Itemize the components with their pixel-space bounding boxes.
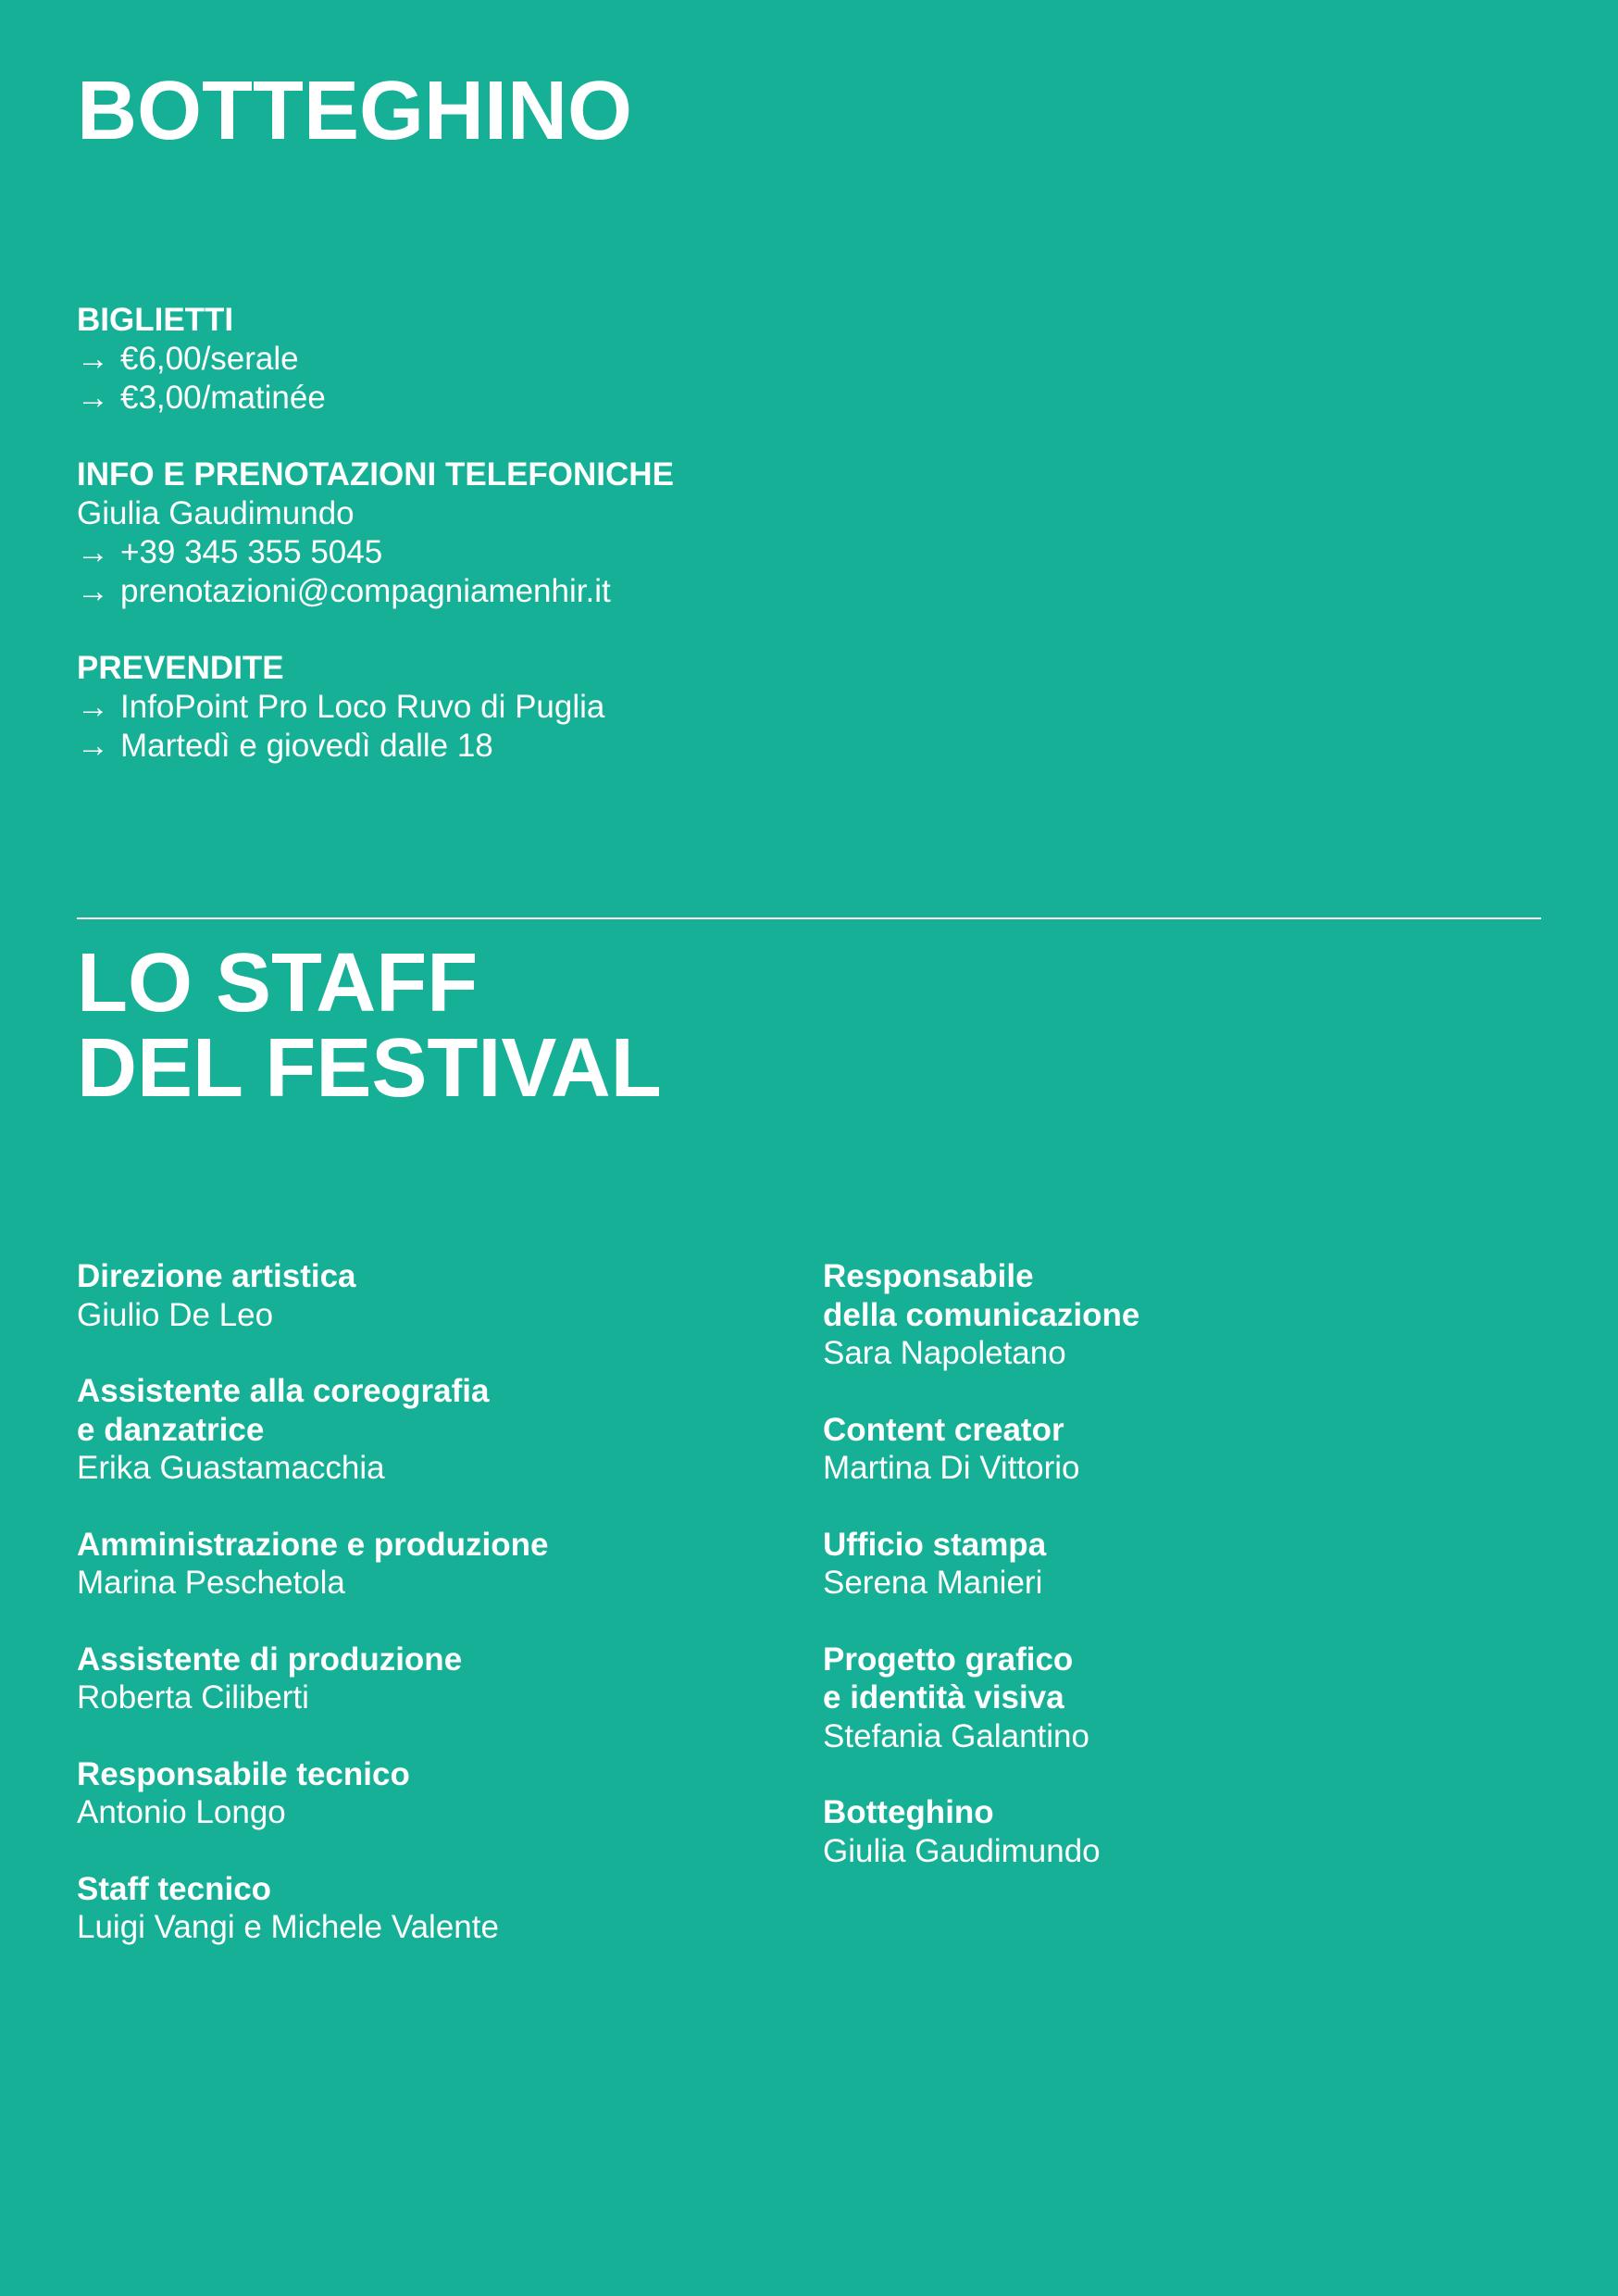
botteghino-info xyxy=(77,301,910,804)
arrow-right-icon: → xyxy=(77,728,109,764)
staff-name: Sara Napoletano xyxy=(823,1335,1066,1371)
prevendite-label: PREVENDITE xyxy=(77,650,284,686)
staff-role: Ufficio stampa xyxy=(823,1526,1047,1563)
info-block xyxy=(77,455,910,611)
price-serale: €6,00/serale xyxy=(120,341,299,377)
email-address: prenotazioni@compagniamenhir.it xyxy=(120,573,611,609)
staff-entry xyxy=(77,1526,780,1603)
price-item xyxy=(77,340,910,379)
staff-entry xyxy=(77,1257,780,1334)
botteghino-title: BOTTEGHINO xyxy=(77,65,632,157)
arrow-right-icon: → xyxy=(77,573,109,609)
staff-name: Serena Manieri xyxy=(823,1565,1043,1601)
staff-role: Responsabile tecnico xyxy=(77,1755,410,1792)
prevendite-block xyxy=(77,649,910,766)
staff-name: Giulia Gaudimundo xyxy=(823,1832,1101,1869)
arrow-right-icon: → xyxy=(77,341,109,377)
prevendite-hours: Martedì e giovedì dalle 18 xyxy=(120,728,493,764)
arrow-right-icon: → xyxy=(77,534,109,570)
biglietti-label: BIGLIETTI xyxy=(77,302,234,338)
staff-name: Marina Peschetola xyxy=(77,1565,345,1601)
section-divider xyxy=(77,917,1541,919)
staff-role: Assistente alla coreografia e danzatrice xyxy=(77,1373,490,1448)
staff-name: Giulio De Leo xyxy=(77,1296,274,1333)
staff-role: Responsabile della comunicazione xyxy=(823,1258,1140,1333)
arrow-right-icon: → xyxy=(77,380,109,416)
staff-title-line-1: LO STAFF xyxy=(77,937,479,1029)
info-contact: Giulia Gaudimundo xyxy=(77,495,355,531)
staff-entry xyxy=(823,1793,1526,1870)
staff-name: Stefania Galantino xyxy=(823,1717,1089,1754)
staff-name: Martina Di Vittorio xyxy=(823,1450,1080,1486)
info-label: INFO E PRENOTAZIONI TELEFONICHE xyxy=(77,456,674,493)
staff-role: Botteghino xyxy=(823,1794,994,1830)
staff-role: Direzione artistica xyxy=(77,1258,356,1294)
price-item xyxy=(77,379,910,418)
price-matinee: €3,00/matinée xyxy=(120,380,326,416)
arrow-right-icon: → xyxy=(77,689,109,725)
prevendite-location: InfoPoint Pro Loco Ruvo di Puglia xyxy=(120,689,605,725)
phone-number: +39 345 355 5045 xyxy=(120,534,383,570)
staff-title-line-2: DEL FESTIVAL xyxy=(77,1022,662,1115)
prevendite-item xyxy=(77,688,910,727)
staff-entry xyxy=(77,1372,780,1488)
staff-entry xyxy=(823,1526,1526,1603)
staff-role: Assistente di produzione xyxy=(77,1641,463,1678)
staff-entry xyxy=(823,1641,1526,1756)
staff-role: Staff tecnico xyxy=(77,1870,272,1907)
staff-name: Antonio Longo xyxy=(77,1794,286,1830)
staff-entry xyxy=(823,1411,1526,1488)
prevendite-item xyxy=(77,727,910,766)
staff-role: Amministrazione e produzione xyxy=(77,1526,549,1563)
phone-item xyxy=(77,533,910,572)
staff-entry xyxy=(77,1755,780,1832)
staff-column-left xyxy=(77,1257,780,1985)
staff-role: Content creator xyxy=(823,1411,1064,1448)
staff-name: Erika Guastamacchia xyxy=(77,1450,385,1486)
staff-title xyxy=(77,937,662,1115)
staff-name: Roberta Ciliberti xyxy=(77,1679,309,1716)
staff-entry xyxy=(823,1257,1526,1373)
email-item xyxy=(77,572,910,611)
staff-entry xyxy=(77,1641,780,1717)
staff-role: Progetto grafico e identità visiva xyxy=(823,1641,1074,1716)
staff-entry xyxy=(77,1870,780,1947)
biglietti-block xyxy=(77,301,910,418)
staff-name: Luigi Vangi e Michele Valente xyxy=(77,1909,499,1945)
staff-column-right xyxy=(823,1257,1526,1908)
